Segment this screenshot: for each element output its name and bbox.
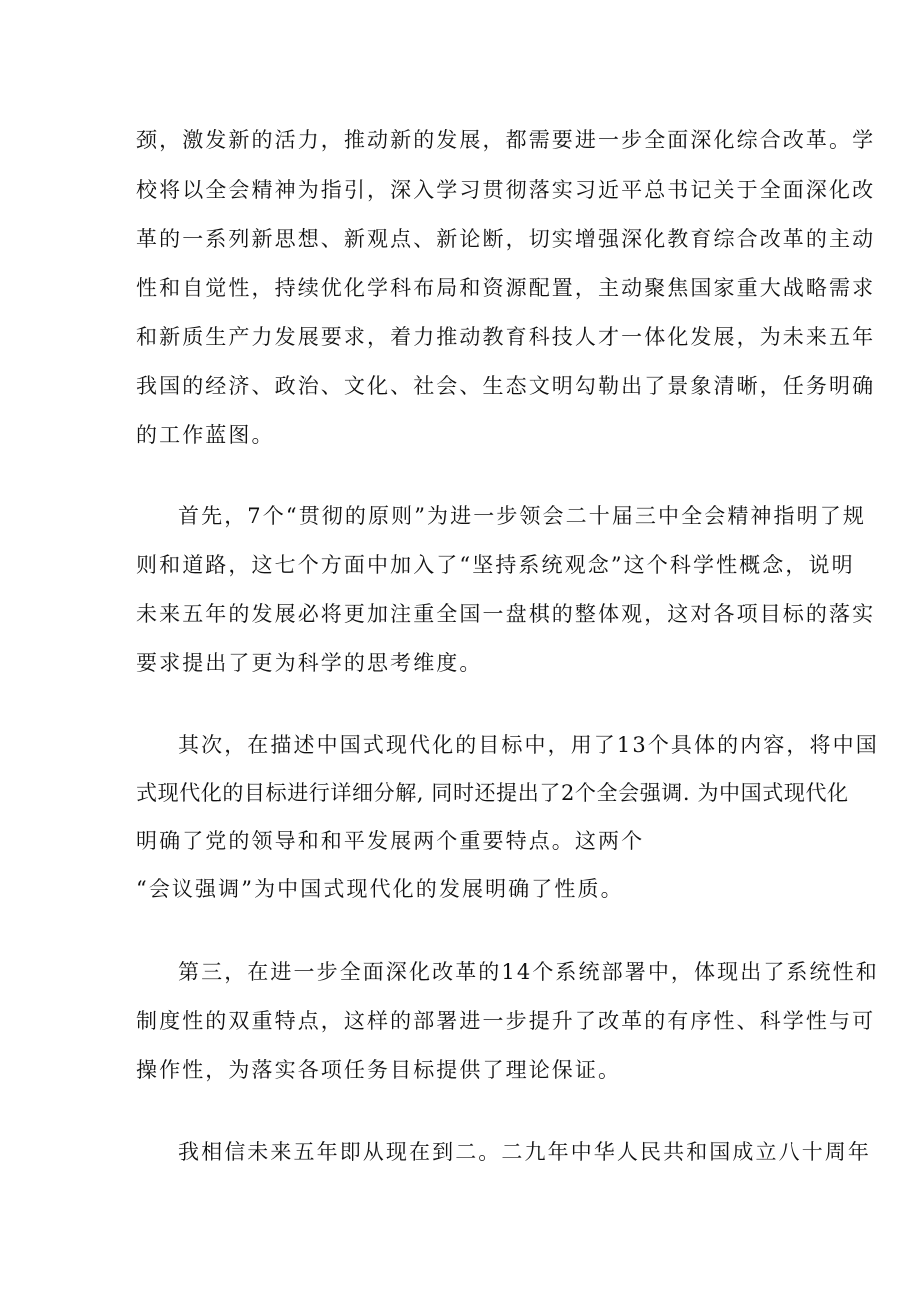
paragraph-line: 性和自觉性，持续优化学科布局和资源配置，主动聚焦国家重大战略需求 <box>136 276 876 300</box>
paragraph-line: 的工作蓝图。 <box>136 423 275 447</box>
paragraph-line: 要求提出了更为科学的思考维度。 <box>136 651 483 675</box>
paragraph-line: 其次，在描述中国式现代化的目标中，用了13个具体的内容，将中国 <box>178 733 879 757</box>
paragraph-line: 我国的经济、政治、文化、社会、生态文明勾勒出了景象清晰，任务明确 <box>136 374 876 398</box>
paragraph-line: 未来五年的发展必将更加注重全国一盘棋的整体观，这对各项目标的落实 <box>136 602 876 626</box>
paragraph-line: 第三，在进一步全面深化改革的14个系统部署中，体现出了系统性和 <box>178 960 879 984</box>
paragraph-line: 和新质生产力发展要求，着力推动教育科技人才一体化发展，为未来五年 <box>136 325 876 349</box>
paragraph-line: 明确了党的领导和和平发展两个重要特点。这两个 <box>136 829 645 853</box>
paragraph-line: 式现代化的目标进行详细分解, 同时还提出了2个全会强调. 为中国式现代化 <box>136 781 849 805</box>
paragraph-line: 我相信未来五年即从现在到二。二九年中华人民共和国成立八十周年 <box>178 1140 871 1164</box>
paragraph-line: 首先，7个“贯彻的原则”为进一步领会二十届三中全会精神指明了规 <box>178 504 866 528</box>
paragraph-line: 革的一系列新思想、新观点、新论断，切实增强深化教育综合改革的主动 <box>136 227 876 251</box>
paragraph-line: 制度性的双重特点，这样的部署进一步提升了改革的有序性、科学性与可 <box>136 1009 876 1033</box>
paragraph-line: 则和道路，这七个方面中加入了“坚持系统观念”这个科学性概念，说明 <box>136 553 855 577</box>
paragraph-line: 操作性，为落实各项任务目标提供了理论保证。 <box>136 1058 622 1082</box>
paragraph-line: 校将以全会精神为指引，深入学习贯彻落实习近平总书记关于全面深化改 <box>136 178 876 202</box>
paragraph-line: “会议强调”为中国式现代化的发展明确了性质。 <box>136 877 624 901</box>
paragraph-line: 颈，激发新的活力，推动新的发展，都需要进一步全面深化综合改革。学 <box>136 128 876 152</box>
